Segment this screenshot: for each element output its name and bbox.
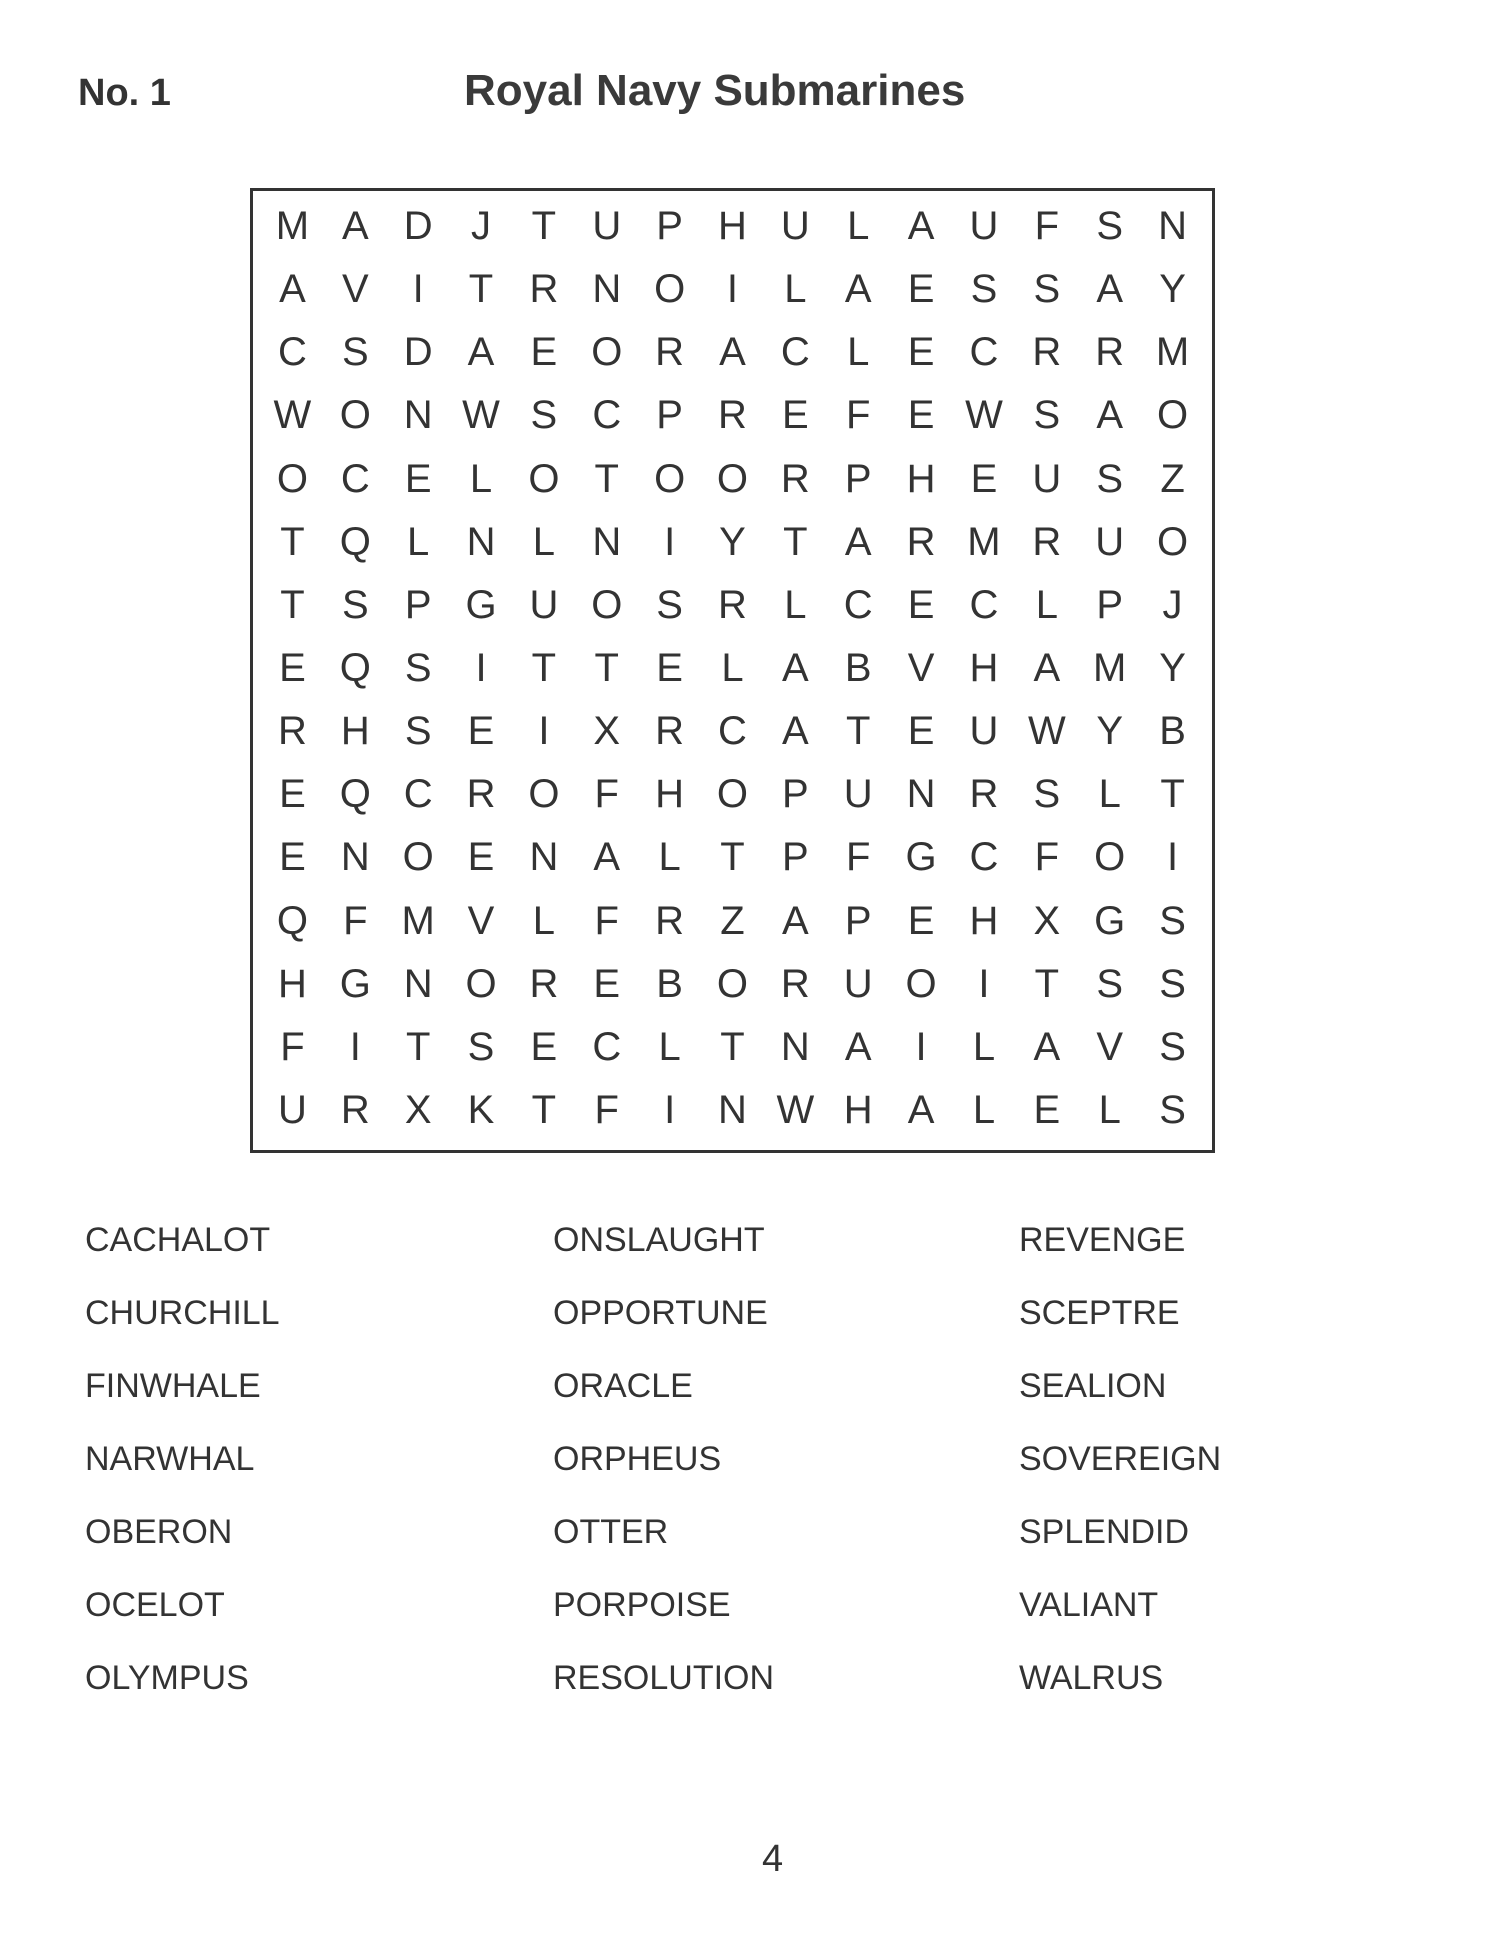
- grid-letter: A: [719, 330, 746, 375]
- grid-letter: O: [591, 582, 623, 627]
- grid-letter: R: [529, 961, 559, 1006]
- grid-letter: A: [1033, 645, 1061, 690]
- grid-letter: C: [592, 393, 622, 438]
- grid-letter: W: [965, 393, 1003, 438]
- grid-letter: V: [1096, 1024, 1124, 1069]
- grid-letter: N: [780, 1024, 810, 1069]
- grid-letter: W: [776, 1087, 815, 1132]
- grid-letter: P: [404, 582, 432, 627]
- grid-letter: R: [718, 582, 747, 627]
- grid-letter: E: [907, 709, 935, 754]
- grid-letter: H: [906, 456, 936, 501]
- grid-letter: O: [528, 772, 560, 817]
- grid-letter: U: [277, 1087, 307, 1132]
- grid-letter: C: [969, 582, 999, 627]
- grid-letter: L: [847, 204, 870, 249]
- grid-letter: C: [969, 330, 999, 375]
- grid-letter: O: [276, 456, 308, 501]
- grid-letter: H: [969, 645, 999, 690]
- grid-letter: E: [907, 267, 935, 312]
- grid-letter: A: [1096, 393, 1124, 438]
- grid-letter: U: [969, 204, 999, 249]
- grid-letter: C: [403, 772, 433, 817]
- grid-letter: R: [969, 772, 999, 817]
- grid-letter: M: [401, 898, 435, 943]
- grid-letter: A: [1033, 1024, 1061, 1069]
- word-list-item: REVENGE: [1019, 1221, 1186, 1259]
- grid-letter: O: [716, 961, 749, 1006]
- grid-letter: N: [403, 961, 433, 1006]
- grid-letter: R: [466, 772, 496, 817]
- grid-letter: N: [403, 393, 433, 438]
- grid-letter: X: [404, 1087, 432, 1132]
- grid-letter: Q: [339, 645, 371, 690]
- grid-letter: H: [277, 961, 307, 1006]
- grid-letter: W: [273, 393, 312, 438]
- grid-letter: U: [843, 772, 873, 817]
- grid-letter: L: [847, 330, 870, 375]
- grid-letter: I: [978, 961, 990, 1006]
- grid-letter: T: [594, 456, 619, 501]
- grid-letter: R: [718, 393, 747, 438]
- grid-letter: T: [405, 1024, 431, 1069]
- grid-letter: V: [907, 645, 935, 690]
- grid-letter: A: [782, 898, 809, 943]
- grid-letter: A: [844, 267, 872, 312]
- grid-letter: W: [1027, 709, 1066, 754]
- grid-letter: C: [340, 456, 370, 501]
- grid-letter: O: [654, 456, 686, 501]
- grid-letter: X: [1033, 898, 1061, 943]
- grid-letter: O: [905, 961, 937, 1006]
- grid-letter: H: [969, 898, 999, 943]
- grid-letter: O: [1156, 519, 1189, 564]
- grid-letter: T: [783, 519, 808, 564]
- grid-letter: T: [531, 1087, 557, 1132]
- grid-letter: R: [529, 267, 559, 312]
- grid-letter: Q: [339, 772, 371, 817]
- word-list-item: RESOLUTION: [553, 1659, 775, 1697]
- grid-letter: E: [656, 645, 683, 690]
- grid-letter: C: [718, 709, 747, 754]
- grid-letter: Y: [719, 519, 746, 564]
- grid-letter: T: [1034, 961, 1060, 1006]
- grid-letter: B: [656, 961, 683, 1006]
- grid-letter: J: [1162, 582, 1183, 627]
- grid-letter: C: [969, 835, 999, 880]
- grid-letter: U: [529, 582, 559, 627]
- grid-letter: L: [784, 267, 807, 312]
- grid-letter: R: [780, 456, 810, 501]
- grid-letter: I: [412, 267, 424, 312]
- grid-letter: N: [529, 835, 559, 880]
- grid-letter: E: [467, 835, 495, 880]
- grid-letter: M: [275, 204, 310, 249]
- word-search-grid: [250, 188, 1215, 1153]
- grid-letter: I: [475, 645, 487, 690]
- grid-letter: P: [844, 898, 872, 943]
- grid-letter: H: [843, 1087, 873, 1132]
- grid-letter: L: [972, 1087, 996, 1132]
- grid-letter: T: [280, 582, 305, 627]
- page-title: Royal Navy Submarines: [464, 66, 966, 115]
- grid-letter: S: [467, 1024, 495, 1069]
- grid-letter: T: [468, 267, 494, 312]
- grid-letter: R: [655, 898, 685, 943]
- grid-letter: F: [594, 898, 619, 943]
- grid-letter: L: [658, 1024, 681, 1069]
- word-list: [85, 1222, 1385, 1697]
- grid-letter: F: [594, 1087, 619, 1132]
- grid-letter: V: [467, 898, 495, 943]
- grid-letter: G: [905, 835, 937, 880]
- grid-letter: L: [1098, 1087, 1121, 1132]
- grid-letter: A: [279, 267, 306, 312]
- grid-letter: A: [782, 709, 809, 754]
- word-list-item: FINWHALE: [85, 1367, 261, 1405]
- grid-letter: G: [465, 582, 497, 627]
- grid-letter: N: [592, 519, 622, 564]
- grid-letter: M: [1093, 645, 1127, 690]
- grid-letter: F: [846, 835, 871, 880]
- grid-letter: T: [846, 709, 871, 754]
- grid-letter: N: [340, 835, 370, 880]
- grid-letter: I: [349, 1024, 361, 1069]
- grid-letter: A: [341, 204, 369, 249]
- grid-letter: N: [466, 519, 496, 564]
- grid-letter: R: [780, 961, 810, 1006]
- grid-letter: V: [341, 267, 369, 312]
- grid-letter: E: [279, 645, 306, 690]
- grid-letter: E: [593, 961, 621, 1006]
- grid-letter: P: [782, 772, 809, 817]
- grid-letter: S: [404, 645, 432, 690]
- grid-letter: C: [843, 582, 873, 627]
- grid-letter: D: [403, 330, 433, 375]
- grid-letter: A: [907, 1087, 935, 1132]
- grid-letter: E: [907, 582, 935, 627]
- grid-letter: L: [784, 582, 807, 627]
- grid-letter: H: [340, 709, 370, 754]
- grid-letter: T: [531, 204, 557, 249]
- grid-letter: O: [654, 267, 686, 312]
- grid-letter: N: [1158, 204, 1187, 249]
- word-list-item: OTTER: [553, 1513, 669, 1551]
- grid-letter: R: [277, 709, 307, 754]
- word-list-item: NARWHAL: [85, 1440, 255, 1478]
- grid-letter: A: [782, 645, 809, 690]
- grid-letter: I: [664, 1087, 676, 1132]
- grid-letter: A: [467, 330, 495, 375]
- grid-letter: P: [656, 393, 683, 438]
- grid-letter: E: [279, 772, 306, 817]
- grid-letter: T: [531, 645, 557, 690]
- grid-letter: E: [530, 330, 558, 375]
- grid-letter: E: [279, 835, 306, 880]
- grid-letter: S: [1159, 898, 1186, 943]
- grid-letter: Z: [720, 898, 745, 943]
- word-list-item: OBERON: [85, 1513, 233, 1551]
- puzzle-number: No. 1: [78, 72, 171, 114]
- grid-letter: U: [780, 204, 810, 249]
- grid-letter: Y: [1096, 709, 1124, 754]
- grid-letter: O: [1156, 393, 1189, 438]
- grid-letter: O: [339, 393, 371, 438]
- grid-letter: M: [967, 519, 1001, 564]
- grid-letter: T: [720, 1024, 745, 1069]
- grid-letter: F: [594, 772, 619, 817]
- grid-letter: R: [1095, 330, 1125, 375]
- grid-letter: P: [656, 204, 683, 249]
- grid-letter: S: [1096, 456, 1124, 501]
- grid-letter: E: [404, 456, 432, 501]
- grid-letter: S: [970, 267, 998, 312]
- grid-letter: U: [843, 961, 873, 1006]
- grid-letter: U: [1095, 519, 1125, 564]
- grid-letter: L: [658, 835, 681, 880]
- grid-letter: L: [469, 456, 493, 501]
- word-list-item: ONSLAUGHT: [553, 1221, 765, 1259]
- grid-letter: S: [1096, 961, 1124, 1006]
- grid-letter: E: [782, 393, 809, 438]
- word-list-item: SEALION: [1019, 1367, 1167, 1405]
- grid-letter: I: [1166, 835, 1179, 880]
- grid-letter: S: [341, 330, 369, 375]
- grid-letter: N: [906, 772, 936, 817]
- grid-letter: T: [594, 645, 619, 690]
- grid-letter: N: [718, 1087, 747, 1132]
- grid-letter: R: [655, 330, 685, 375]
- grid-letter: L: [532, 519, 556, 564]
- grid-letter: R: [1032, 519, 1062, 564]
- word-list-item: VALIANT: [1019, 1586, 1159, 1624]
- grid-letter: X: [593, 709, 621, 754]
- grid-letter: R: [1032, 330, 1062, 375]
- grid-letter: C: [592, 1024, 622, 1069]
- grid-letter: P: [1096, 582, 1124, 627]
- word-list-item: CHURCHILL: [85, 1294, 280, 1332]
- word-list-item: OCELOT: [85, 1586, 225, 1624]
- grid-letter: O: [528, 456, 560, 501]
- grid-letter: G: [339, 961, 371, 1006]
- grid-letter: A: [844, 1024, 872, 1069]
- grid-letter: K: [467, 1087, 495, 1132]
- grid-letter: C: [780, 330, 810, 375]
- grid-letter: P: [782, 835, 809, 880]
- grid-letter: D: [403, 204, 433, 249]
- grid-letter: W: [462, 393, 500, 438]
- grid-letter: S: [1033, 772, 1061, 817]
- page-number: 4: [762, 1838, 784, 1880]
- grid-letter: L: [721, 645, 744, 690]
- grid-letter: O: [465, 961, 497, 1006]
- grid-letter: B: [1159, 709, 1186, 754]
- grid-letter: O: [591, 330, 623, 375]
- grid-letter: G: [1094, 898, 1126, 943]
- grid-letter: R: [655, 709, 685, 754]
- grid-letter: U: [1032, 456, 1062, 501]
- grid-letter: R: [906, 519, 936, 564]
- grid-letter: F: [280, 1024, 305, 1069]
- grid-letter: I: [915, 1024, 927, 1069]
- grid-letter: L: [1098, 772, 1121, 817]
- grid-letter: S: [530, 393, 558, 438]
- grid-letter: U: [969, 709, 999, 754]
- grid-letter: E: [907, 330, 935, 375]
- grid-letter: O: [1094, 835, 1126, 880]
- grid-letter: T: [1160, 772, 1185, 817]
- word-list-item: PORPOISE: [553, 1586, 731, 1624]
- grid-letter: S: [404, 709, 432, 754]
- grid-letter: S: [1033, 267, 1061, 312]
- grid-letter: E: [467, 709, 495, 754]
- grid-letter: M: [1155, 330, 1190, 375]
- grid-letter: E: [1033, 1087, 1061, 1132]
- word-list-item: ORACLE: [553, 1367, 693, 1405]
- word-list-item: SOVEREIGN: [1019, 1440, 1222, 1478]
- word-list-item: SCEPTRE: [1019, 1294, 1180, 1332]
- grid-letter: O: [716, 456, 749, 501]
- grid-letter: A: [593, 835, 621, 880]
- grid-letter: A: [907, 204, 935, 249]
- word-list-item: SPLENDID: [1019, 1513, 1190, 1551]
- grid-letter: N: [592, 267, 622, 312]
- grid-letter: S: [1159, 1087, 1186, 1132]
- grid-letter: E: [907, 393, 935, 438]
- grid-letter: A: [844, 519, 872, 564]
- grid-letter: E: [970, 456, 998, 501]
- grid-letter: P: [844, 456, 872, 501]
- word-list-item: CACHALOT: [85, 1221, 271, 1259]
- grid-letter: B: [844, 645, 872, 690]
- grid-letter: S: [1033, 393, 1061, 438]
- word-list-item: OLYMPUS: [85, 1659, 249, 1697]
- grid-letter: L: [532, 898, 556, 943]
- grid-letter: H: [655, 772, 685, 817]
- grid-letter: L: [1035, 582, 1058, 627]
- grid-letter: A: [1096, 267, 1124, 312]
- grid-letter: S: [1096, 204, 1124, 249]
- grid-letter: I: [664, 519, 676, 564]
- grid-letter: S: [341, 582, 369, 627]
- grid-letter: F: [1034, 204, 1060, 249]
- grid-letter: O: [716, 772, 749, 817]
- grid-letter: U: [592, 204, 622, 249]
- grid-letter: F: [343, 898, 368, 943]
- grid-letter: Y: [1159, 267, 1186, 312]
- grid-letter: L: [972, 1024, 996, 1069]
- grid-letter: Y: [1159, 645, 1186, 690]
- grid-letter: S: [1159, 961, 1186, 1006]
- grid-letter: T: [280, 519, 305, 564]
- grid-letter: Z: [1160, 456, 1185, 501]
- word-list-item: WALRUS: [1019, 1659, 1164, 1697]
- grid-letter: Q: [339, 519, 371, 564]
- grid-letter: E: [530, 1024, 558, 1069]
- grid-letter: C: [277, 330, 307, 375]
- grid-letter: H: [718, 204, 747, 249]
- grid-letter: Q: [276, 898, 308, 943]
- grid-letter: E: [907, 898, 935, 943]
- grid-letter: S: [1159, 1024, 1186, 1069]
- grid-letter: O: [402, 835, 434, 880]
- grid-letter: J: [471, 204, 492, 249]
- word-list-item: OPPORTUNE: [553, 1294, 768, 1332]
- grid-letter: L: [407, 519, 430, 564]
- grid-letter: R: [340, 1087, 370, 1132]
- word-list-item: ORPHEUS: [553, 1440, 722, 1478]
- grid-letter: F: [846, 393, 871, 438]
- grid-letter: F: [1034, 835, 1060, 880]
- grid-letter: I: [726, 267, 739, 312]
- grid-letter: T: [720, 835, 745, 880]
- grid-letter: I: [538, 709, 550, 754]
- grid-letter: S: [656, 582, 683, 627]
